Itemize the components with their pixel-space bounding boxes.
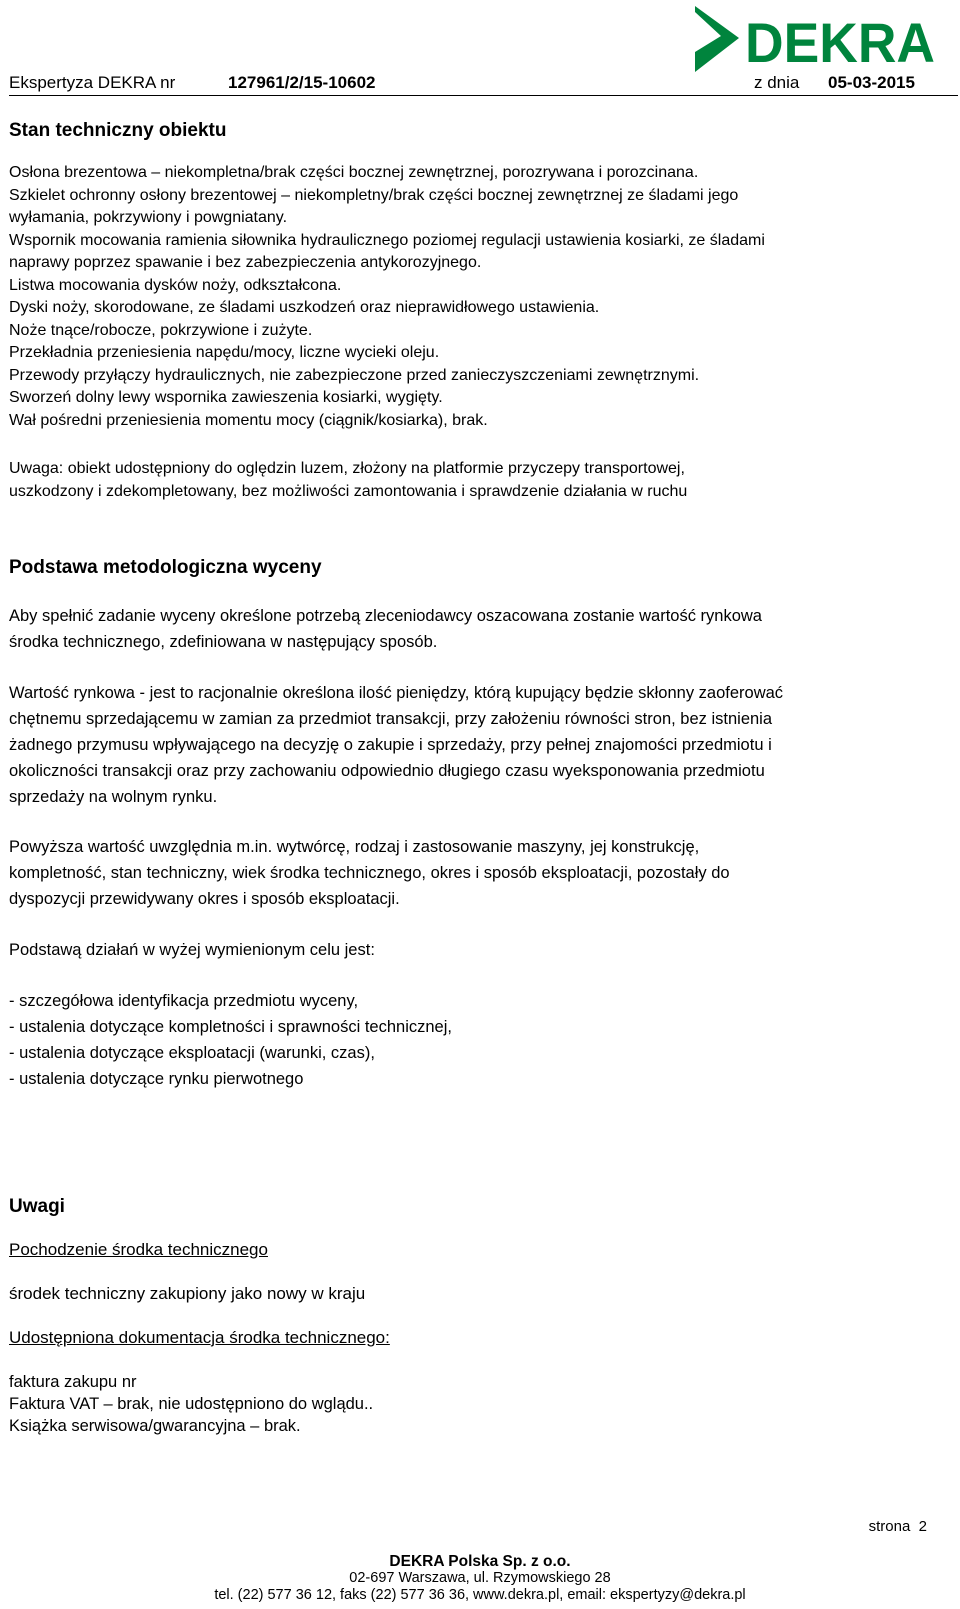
condition-line: wyłamania, pokrzywiony i powgniatany. [9, 209, 288, 226]
dekra-logo-text: DEKRA [745, 11, 935, 74]
documentation-list [9, 1371, 940, 1437]
report-date: 05-03-2015 [828, 73, 915, 92]
report-label: Ekspertyza DEKRA nr [9, 73, 176, 92]
footer-address: 02-697 Warszawa, ul. Rzymowskiego 28 [349, 1570, 611, 1586]
report-header [9, 73, 951, 95]
report-number: 127961/2/15-10602 [228, 73, 376, 92]
origin-text: środek techniczny zakupiony jako nowy w kraju [9, 1284, 366, 1303]
condition-line: Wał pośredni przeniesienia momentu mocy (ciągnik/kosiarka), brak. [9, 411, 488, 429]
condition-line: Sworzeń dolny lewy wspornika zawieszenia kosiarki, wygięty. [9, 389, 443, 406]
section-heading-remarks: Uwagi [9, 1196, 65, 1217]
condition-line: naprawy poprzez spawanie i bez zabezpieczenia antykorozyjnego. [9, 254, 482, 271]
documentation-heading: Udostępniona dokumentacja środka technicznego: [9, 1328, 390, 1347]
section-heading-technical-condition: Stan techniczny obiektu [9, 120, 227, 141]
list-item: Faktura VAT – brak, nie udostępniono do wglądu.. [9, 1395, 374, 1413]
dekra-logo-mark [695, 6, 960, 78]
methodology-paragraph-1: Aby spełnić zadanie wyceny określone potrzebą zleceniodawcy oszacowana zostanie wartość rynkowa środka technicznego, zdefiniowana w następujący sposób. [9, 607, 762, 651]
footer-contact: tel. (22) 577 36 12, faks (22) 577 36 36, www.dekra.pl, email: ekspertyzy@dekra.pl [214, 1587, 746, 1603]
list-item: - szczegółowa identyfikacja przedmiotu wyceny, [9, 992, 359, 1010]
inspection-note [9, 458, 940, 503]
list-item: faktura zakupu nr [9, 1373, 137, 1391]
list-item: - ustalenia dotyczące rynku pierwotnego [9, 1070, 304, 1088]
technical-condition-list [9, 162, 940, 432]
condition-line: Noże tnące/robocze, pokrzywione i zużyte. [9, 321, 313, 339]
list-item: - ustalenia dotyczące eksploatacji (warunki, czas), [9, 1044, 375, 1062]
condition-line: Wspornik mocowania ramienia siłownika hydraulicznego poziomej regulacji ustawienia kosiarki, ze śladami [9, 231, 765, 249]
condition-line: Szkielet ochronny osłony brezentowej – niekompletny/brak części bocznej zewnętrznej ze śladami jego [9, 186, 739, 204]
page-number: strona 2 [868, 1518, 927, 1535]
condition-line: Przewody przyłączy hydraulicznych, nie zabezpieczone przed zanieczyszczeniami zewnętrznymi. [9, 366, 700, 384]
value-factors-paragraph: Powyższa wartość uwzględnia m.in. wytwórcę, rodzaj i zastosowanie maszyny, jej konstrukcję, kompletność, stan techniczny, wiek środka technicznego, okres i sposób eksploatacji, pozostały do dyspozycji przewidywany okres i sposób eksploatacji. [9, 838, 730, 908]
section-heading-methodology: Podstawa metodologiczna wyceny [9, 557, 322, 578]
note-line: uszkodzony i zdekompletowany, bez możliwości zamontowania i sprawdzenie działania w ruchu [9, 482, 688, 500]
market-value-definition: Wartość rynkowa - jest to racjonalnie określona ilość pieniędzy, którą kupujący będzie skłonny zaoferować chętnemu sprzedającemu w zamian za przedmiot transakcji, przy założeniu równości stron, bez istnienia żadnego przymusu wpływającego na decyzję o zakupie i sprzedaży, przy pełnej znajomości przedmiotu i okoliczności transakcji oraz przy zachowaniu odpowiednio długiego czasu wyeksponowania przedmiotu sprzedaży na wolnym rynku. [9, 684, 784, 806]
basis-list [9, 988, 940, 1092]
note-line: Uwaga: obiekt udostępniony do oględzin luzem, złożony na platformie przyczepy transportowej, [9, 460, 685, 477]
list-item: Książka serwisowa/gwarancyjna – brak. [9, 1417, 301, 1435]
origin-heading: Pochodzenie środka technicznego [9, 1240, 268, 1259]
footer-company: DEKRA Polska Sp. z o.o. [389, 1553, 571, 1570]
header-divider [9, 95, 958, 96]
condition-line: Listwa mocowania dysków noży, odkształcona. [9, 276, 342, 294]
page-footer [0, 1553, 960, 1604]
list-item: - ustalenia dotyczące kompletności i sprawności technicznej, [9, 1018, 452, 1036]
basis-intro: Podstawą działań w wyżej wymienionym celu jest: [9, 941, 375, 959]
condition-line: Osłona brezentowa – niekompletna/brak części bocznej zewnętrznej, porozrywana i porozcinana. [9, 164, 699, 181]
dekra-logo [695, 6, 960, 78]
condition-line: Dyski noży, skorodowane, ze śladami uszkodzeń oraz nieprawidłowego ustawienia. [9, 299, 600, 316]
date-label: z dnia [754, 73, 800, 92]
condition-line: Przekładnia przeniesienia napędu/mocy, liczne wycieki oleju. [9, 344, 440, 361]
